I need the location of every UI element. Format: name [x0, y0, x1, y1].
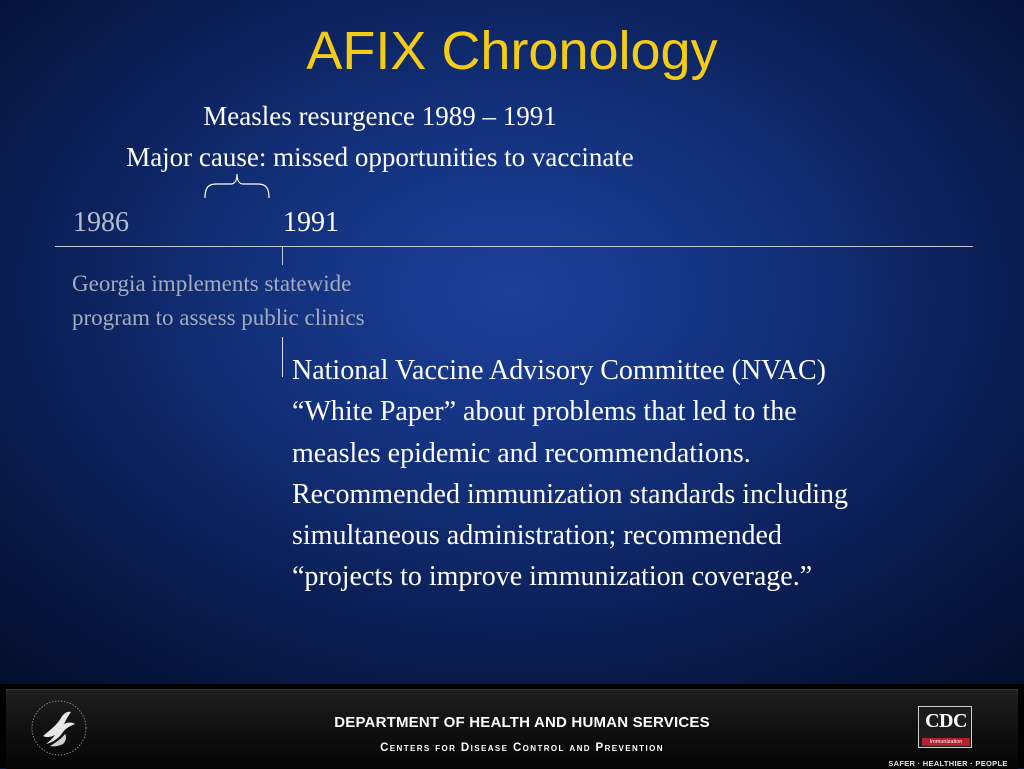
timeline-tick-1991: [282, 246, 283, 265]
cdc-logo-band: Immunization: [922, 738, 970, 746]
nvac-line: measles epidemic and recommendations.: [292, 437, 751, 469]
cdc-logo: [918, 706, 974, 758]
nvac-line: “White Paper” about problems that led to the: [292, 396, 797, 428]
curly-brace-icon: [204, 172, 270, 200]
cdc-logo-letters: CDC: [925, 710, 967, 732]
footer-panel: [6, 689, 1018, 769]
footer-bar: [0, 684, 1024, 768]
cause-line-2: Major cause: missed opportunities to vaccinate: [126, 142, 634, 172]
nvac-line: “projects to improve immunization coverage.”: [292, 561, 813, 593]
georgia-event: [72, 267, 492, 335]
timeline-axis: [55, 246, 973, 247]
slide-title: AFIX Chronology: [306, 21, 718, 81]
nvac-line: Recommended immunization standards including: [292, 478, 848, 510]
timeline-year-1986: 1986: [73, 207, 129, 238]
department-name: DEPARTMENT OF HEALTH AND HUMAN SERVICES: [334, 714, 710, 731]
cause-line-1: Measles resurgence 1989 – 1991: [203, 101, 557, 131]
cdc-tagline: SAFER · HEALTHIER · PEOPLE: [888, 759, 1008, 768]
measles-cause-note: [0, 96, 760, 178]
nvac-event: [292, 350, 992, 598]
agency-name: Centers for Disease Control and Prevention: [380, 742, 664, 754]
timeline-year-1991: 1991: [283, 207, 339, 238]
georgia-line-2: program to assess public clinics: [72, 305, 365, 330]
nvac-connector: [282, 337, 283, 377]
nvac-line: National Vaccine Advisory Committee (NVAC): [292, 355, 826, 386]
cdc-logo-box: [918, 706, 972, 748]
georgia-line-1: Georgia implements statewide: [72, 271, 352, 296]
nvac-line: simultaneous administration; recommended: [292, 520, 782, 552]
